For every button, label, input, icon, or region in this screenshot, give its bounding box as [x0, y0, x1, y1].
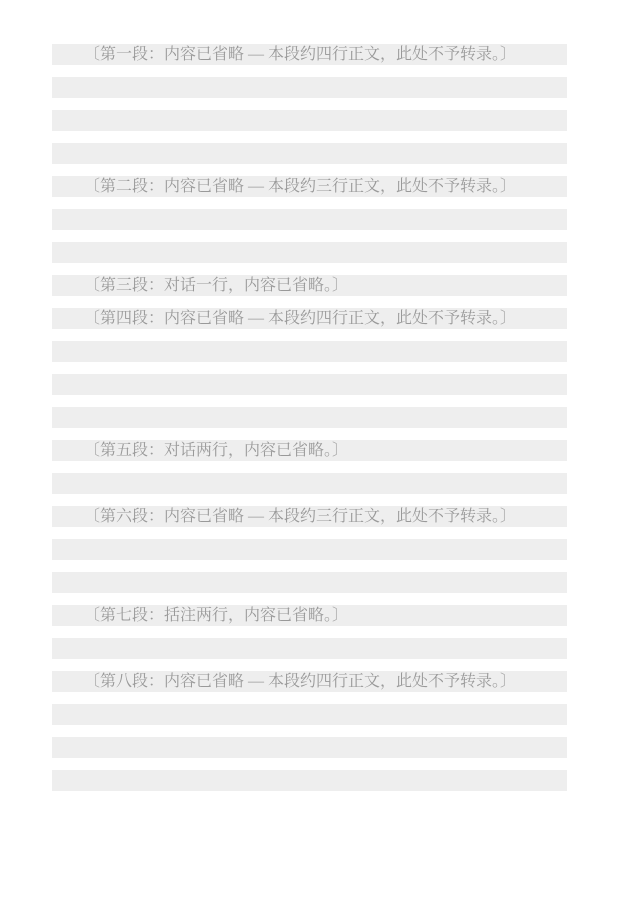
text-block — [52, 38, 567, 797]
paragraph-8-redacted: 〔第八段：内容已省略 — 本段约四行正文，此处不予转录。〕 — [52, 665, 567, 797]
paragraph-7-redacted: 〔第七段：括注两行，内容已省略。〕 — [52, 599, 567, 665]
paragraph-2-redacted: 〔第二段：内容已省略 — 本段约三行正文，此处不予转录。〕 — [52, 170, 567, 269]
paragraph-4-redacted: 〔第四段：内容已省略 — 本段约四行正文，此处不予转录。〕 — [52, 302, 567, 434]
paragraph-5-redacted: 〔第五段：对话两行，内容已省略。〕 — [52, 434, 567, 500]
paragraph-6-redacted: 〔第六段：内容已省略 — 本段约三行正文，此处不予转录。〕 — [52, 500, 567, 599]
paragraph-1-redacted: 〔第一段：内容已省略 — 本段约四行正文，此处不予转录。〕 — [52, 38, 567, 170]
paragraph-3-redacted: 〔第三段：对话一行，内容已省略。〕 — [52, 269, 567, 302]
